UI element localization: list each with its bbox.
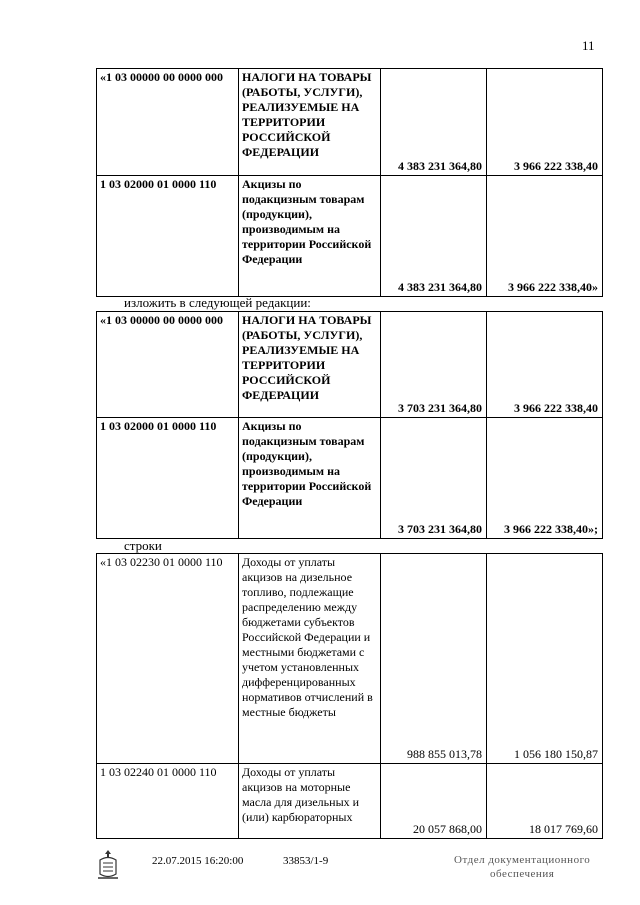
- department-stamp: [454, 853, 590, 881]
- table-row: [97, 554, 603, 764]
- value-cell-2: 18 017 769,60: [487, 764, 603, 839]
- emblem-icon: [95, 848, 121, 887]
- table-new-version: [96, 311, 603, 539]
- table-row: [97, 69, 603, 176]
- instruction-text: строки: [124, 538, 162, 553]
- code-cell: «1 03 02230 01 0000 110: [97, 554, 239, 764]
- value-cell-2: 3 966 222 338,40»;: [487, 418, 603, 539]
- code-cell: «1 03 00000 00 0000 000: [97, 69, 239, 176]
- name-cell: Доходы от уплаты акцизов на моторные масла для дизельных и (или) карбюраторных: [239, 764, 381, 839]
- name-cell: НАЛОГИ НА ТОВАРЫ (РАБОТЫ, УСЛУГИ), РЕАЛИЗУЕМЫЕ НА ТЕРРИТОРИИ РОССИЙСКОЙ ФЕДЕРАЦИИ: [239, 69, 381, 176]
- table-row: [97, 418, 603, 539]
- table-rows-section: [96, 553, 603, 839]
- name-cell: Акцизы по подакцизным товарам (продукции), производимым на территории Российской Федерации: [239, 418, 381, 539]
- footer-doc-number: 33853/1-9: [283, 855, 329, 867]
- code-cell: 1 03 02240 01 0000 110: [97, 764, 239, 839]
- code-cell: 1 03 02000 01 0000 110: [97, 418, 239, 539]
- table-row: [97, 176, 603, 297]
- table-row: [97, 764, 603, 839]
- value-cell-1: 3 703 231 364,80: [381, 418, 487, 539]
- footer-datetime: 22.07.2015 16:20:00: [152, 855, 244, 867]
- table-old-version: [96, 68, 603, 297]
- code-cell: «1 03 00000 00 0000 000: [97, 312, 239, 418]
- name-cell: Доходы от уплаты акцизов на дизельное топливо, подлежащие распределению между бюджетами субъектов Российской Федерации и местными бюджетами с учетом установленных дифференцированных нормативов отчислений в местные бюджеты: [239, 554, 381, 764]
- page-number: 11: [582, 38, 595, 53]
- value-cell-1: 988 855 013,78: [381, 554, 487, 764]
- value-cell-2: 3 966 222 338,40: [487, 312, 603, 418]
- value-cell-1: 3 703 231 364,80: [381, 312, 487, 418]
- stamp-line-1: Отдел документационного: [454, 854, 591, 866]
- value-cell-2: 3 966 222 338,40: [487, 69, 603, 176]
- value-cell-1: 4 383 231 364,80: [381, 69, 487, 176]
- instruction-text: изложить в следующей редакции:: [124, 295, 311, 310]
- value-cell-2: 3 966 222 338,40»: [487, 176, 603, 297]
- table-row: [97, 312, 603, 418]
- value-cell-1: 4 383 231 364,80: [381, 176, 487, 297]
- value-cell-2: 1 056 180 150,87: [487, 554, 603, 764]
- name-cell: НАЛОГИ НА ТОВАРЫ (РАБОТЫ, УСЛУГИ), РЕАЛИЗУЕМЫЕ НА ТЕРРИТОРИИ РОССИЙСКОЙ ФЕДЕРАЦИИ: [239, 312, 381, 418]
- stamp-line-2: обеспечения: [490, 868, 555, 880]
- name-cell: Акцизы по подакцизным товарам (продукции), производимым на территории Российской Федерации: [239, 176, 381, 297]
- code-cell: 1 03 02000 01 0000 110: [97, 176, 239, 297]
- value-cell-1: 20 057 868,00: [381, 764, 487, 839]
